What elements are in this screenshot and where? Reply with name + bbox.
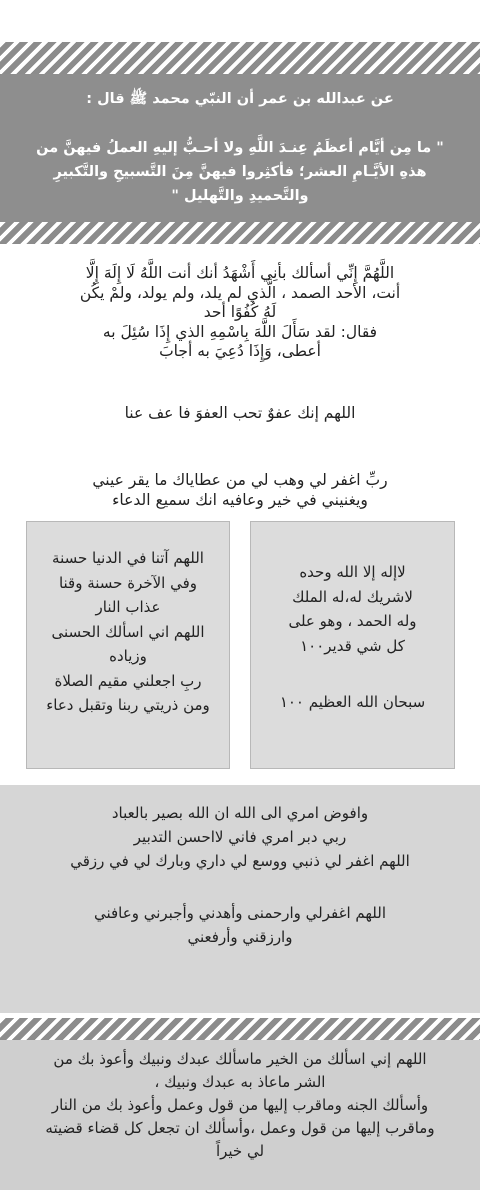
bottom-line: وماقرب إليها من قول وعمل ،وأسألك ان تجعل كل قضاء قضيته [45, 1119, 435, 1137]
bottom-line: اللهم إني اسألك من الخير ماسألك عبدك ونبيك وأعوذ بك من [53, 1050, 427, 1068]
banner-bottom-stripe [0, 222, 480, 244]
gray-line: ربي دبر امري فاني لااحسن التدبير [133, 828, 347, 846]
hadith-banner [0, 74, 480, 222]
box-left-line: ومن ذريتي ربنا وتقبل دعاء [46, 696, 210, 714]
hadith-line: والتَّحميدِ والتَّهليل " [171, 188, 309, 204]
hadith-intro: عن عبدالله بن عمر أن النبّي محمد ﷺ قال : [86, 91, 394, 107]
dua-line: ويغنيني في خير وعافيه انك سميع الدعاء [112, 491, 368, 509]
dua-line: لَهُ كُفُوًا أحد [203, 303, 277, 321]
dua-block-names [0, 264, 480, 362]
box-left-line: اللهم آتنا في الدنيا حسنة [52, 549, 204, 567]
dua-line: فقال: لقد سَأَلَ اللَّهَ بِاسْمِهِ الذي إِذَا سُئِلَ به [102, 322, 378, 341]
gray-line: اللهم اغفرلي وارحمنى وأهدني وأجبرني وعافني [93, 904, 387, 922]
section-bottom [0, 1040, 480, 1190]
dua-line: ربِّ اغفر لي وهب لي من عطاياك ما يقر عيني [92, 471, 388, 489]
dua-line: أعطى، وَإِذَا دُعِيَ به أجابَ [159, 342, 321, 360]
hadith-line: هذهِ الأيَّـامِ العشر؛ فأكثِروا فيهنَّ مِنَ التَّسبيحِ والتَّكبيرِ [53, 164, 427, 180]
box-left-line: عذاب النار [95, 598, 161, 616]
gray-line: وافوض امري الى الله ان الله بصير بالعباد [111, 804, 369, 822]
banner-top-stripe [0, 42, 480, 74]
dua-block-rabbi [0, 470, 480, 510]
hadith-text [0, 136, 480, 208]
gray-line: اللهم اغفر لي ذنبي ووسع لي داري وبارك لي في رزقي [70, 852, 410, 870]
bottom-line: لي خيراً [215, 1142, 265, 1160]
hadith-line: " ما مِن أيَّام أعظَمُ عِنـدَ اللَّهِ ولا أحـبُّ إليهِ العملُ فيهنَّ من [36, 140, 444, 156]
section-gray [0, 785, 480, 1013]
box-right-line: لاشريك له،له الملك [292, 587, 413, 606]
bottom-section-stripe [0, 1018, 480, 1040]
dua-line: اللَّهُمَّ إِنِّي أسألك بأنِي أَشْهَدُ أنك أنت اللَّهُ لَا إِلَهَ إِلَّا [85, 264, 395, 282]
box-right [250, 521, 455, 769]
box-right-line: كل شي قدير١٠٠ [300, 636, 405, 655]
box-left-line: ربِ اجعلني مقيم الصلاة [54, 671, 202, 690]
dua-afw: اللهم إنك عفوٌ تحب العفوَ فا عف عنا [124, 404, 356, 422]
bottom-line: الشر ماعاذ به عبدك ونبيك ، [154, 1073, 326, 1091]
box-right-line: لاإله إلا الله وحده [299, 563, 406, 581]
box-left-line: وزياده [109, 647, 147, 665]
box-left-line: اللهم اني اسألك الحسنى [51, 622, 205, 641]
bottom-line: وأسألك الجنه وماقرب إليها من قول وعمل وأعوذ بك من النار [51, 1096, 429, 1114]
box-right-tasbih: سبحان الله العظيم ١٠٠ [279, 693, 426, 711]
box-left [26, 521, 230, 769]
dua-line: أنت، الأحد الصمد ، الَّذي لم يلد، ولم يولد، ولمْ يكُن [79, 283, 401, 302]
box-left-line: وفي الآخرة حسنة وقنا [58, 573, 198, 592]
box-right-line: وله الحمد ، وهو على [288, 612, 417, 630]
gray-line: وارزقني وأرفعني [187, 928, 293, 946]
